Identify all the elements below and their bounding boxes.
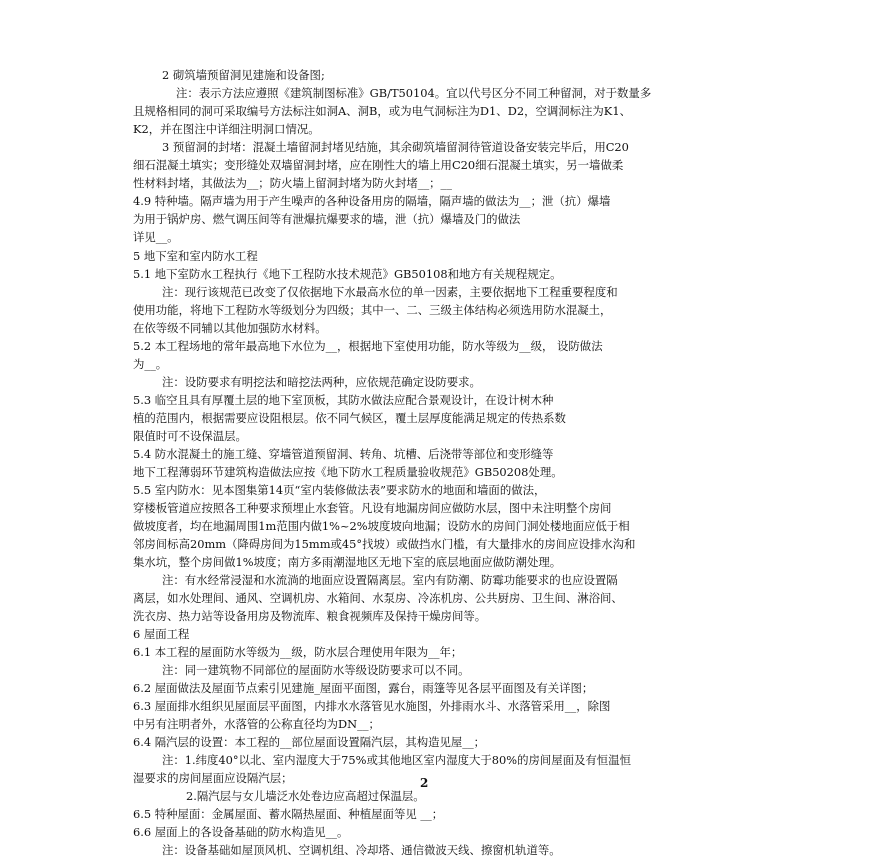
text-line: 注：表示方法应遵照《建筑制图标准》GB/T50104。宜以代号区分不同工种留洞，对于数量多 (176, 86, 652, 100)
text-line: K2，并在图注中详细注明洞口情况。 (133, 122, 320, 136)
text-line: 6.3 屋面排水组织见屋面层平面图，内排水水落管见水施图，外排雨水斗、水落管采用__，除图 (133, 699, 611, 713)
text-line: 6.6 屋面上的各设备基础的防水构造见__。 (133, 825, 349, 839)
text-line: 为用于锅炉房、燃气调压间等有泄爆抗爆要求的墙，泄（抗）爆墙及门的做法 (133, 212, 521, 226)
text-line: 6.5 特种屋面：金属屋面、蓄水隔热屋面、种植屋面等见 __； (133, 807, 444, 821)
text-line: 6.4 隔汽层的设置：本工程的__部位屋面设置隔汽层，其构造见屋__； (133, 735, 486, 749)
text-line: 且规格相同的洞可采取编号方法标注如洞A、洞B，或为电气洞标注为D1、D2，空调洞标注为K1、 (133, 104, 631, 118)
text-line: 在依等级不同辅以其他加强防水材料。 (133, 321, 327, 335)
text-line: 6 屋面工程 (133, 627, 190, 641)
text-line: 注：1.纬度40°以北、室内湿度大于75%或其他地区室内湿度大于80%的房间屋面及有恒温恒 (162, 753, 631, 767)
text-line: 注：同一建筑物不同部位的屋面防水等级设防要求可以不同。 (162, 663, 470, 677)
text-line: 为__。 (133, 357, 168, 371)
text-line: 穿楼板管道应按照各工种要求预埋止水套管。凡设有地漏房间应做防水层，图中未注明整个房间 (133, 501, 612, 515)
text-line: 使用功能，将地下工程防水等级划分为四级；其中一、二、三级主体结构必须选用防水混凝土， (133, 303, 612, 317)
text-line: 5 地下室和室内防水工程 (133, 249, 258, 263)
text-line: 3 预留洞的封堵：混凝土墙留洞封堵见结施，其余砌筑墙留洞待管道设备安装完毕后，用C20 (162, 140, 629, 154)
text-line: 细石混凝土填实；变形缝处双墙留洞封堵，应在刚性大的墙上用C20细石混凝土填实，另一墙做柔 (133, 158, 624, 172)
text-line: 4.9 特种墙。隔声墙为用于产生噪声的各种设备用房的隔墙，隔声墙的做法为__；泄（抗）爆墙 (133, 194, 611, 208)
text-line: 做坡度者，均在地漏周围1m范围内做1%~2%坡度坡向地漏；设防水的房间门洞处楼地面应低于相 (133, 519, 630, 533)
text-line: 5.5 室内防水：见本图集第14页“室内装修做法表”要求防水的地面和墙面的做法， (133, 483, 546, 497)
text-line: 注：设防要求有明挖法和暗挖法两种，应依规范确定设防要求。 (162, 375, 481, 389)
text-line: 注：现行该规范已改变了仅依据地下水最高水位的单一因素，主要依据地下工程重要程度和 (162, 285, 618, 299)
text-line: 地下工程薄弱环节建筑构造做法应按《地下防水工程质量验收规范》GB50208处理。 (133, 465, 563, 479)
text-line: 2.隔汽层与女儿墙泛水处卷边应高超过保温层。 (186, 789, 425, 803)
text-line: 5.2 本工程场地的常年最高地下水位为__，根据地下室使用功能，防水等级为__级， 设防做法 (133, 339, 603, 353)
text-line: 湿要求的房间屋面应设隔汽层； (133, 771, 293, 785)
text-line: 限值时可不设保温层。 (133, 429, 247, 443)
text-line: 6.2 屋面做法及屋面节点索引见建施_屋面平面图，露台，雨篷等见各层平面图及有关详图； (133, 681, 594, 695)
text-line: 集水坑，整个房间做1%坡度；南方多雨潮湿地区无地下室的底层地面应做防潮处理。 (133, 555, 562, 569)
text-line: 性材料封堵，其做法为__；防火墙上留洞封堵为防火封堵__；__ (133, 176, 452, 190)
text-line: 5.3 临空且具有厚覆土层的地下室顶板，其防水做法应配合景观设计，在设计树木种 (133, 393, 554, 407)
page-number: 2 (420, 776, 429, 790)
text-line: 离层，如水处理间、通风、空调机房、水箱间、水泵房、冷冻机房、公共厨房、卫生间、淋浴间、 (133, 591, 623, 605)
text-line: 注：有水经常浸湿和水流淌的地面应设置隔离层。室内有防潮、防霉功能要求的也应设置隔 (162, 573, 618, 587)
text-line: 2 砌筑墙预留洞见建施和设备图; (162, 68, 325, 82)
text-line: 5.4 防水混凝土的施工缝、穿墙管道预留洞、转角、坑槽、后浇带等部位和变形缝等 (133, 447, 554, 461)
text-line: 洗衣房、热力站等设备用房及物流库、粮食视频库及保持干燥房间等。 (133, 609, 487, 623)
text-line: 6.1 本工程的屋面防水等级为__级，防水层合理使用年限为__年； (133, 645, 463, 659)
text-line: 植的范围内，根据需要应设阻根层。依不同气候区，覆土层厚度能满足规定的传热系数 (133, 411, 566, 425)
text-line: 注：设备基础如屋顶风机、空调机组、冷却塔、通信微波天线、擦窗机轨道等。 (162, 843, 561, 857)
text-line: 中另有注明者外，水落管的公称直径均为DN__； (133, 717, 380, 731)
text-line: 5.1 地下室防水工程执行《地下工程防水技术规范》GB50108和地方有关规程规定。 (133, 267, 562, 281)
text-line: 邻房间标高20mm（降碍房间为15mm或45°找坡）或做挡水门槛，有大量排水的房间应设排水沟和 (133, 537, 636, 551)
text-line: 详见__。 (133, 230, 179, 244)
